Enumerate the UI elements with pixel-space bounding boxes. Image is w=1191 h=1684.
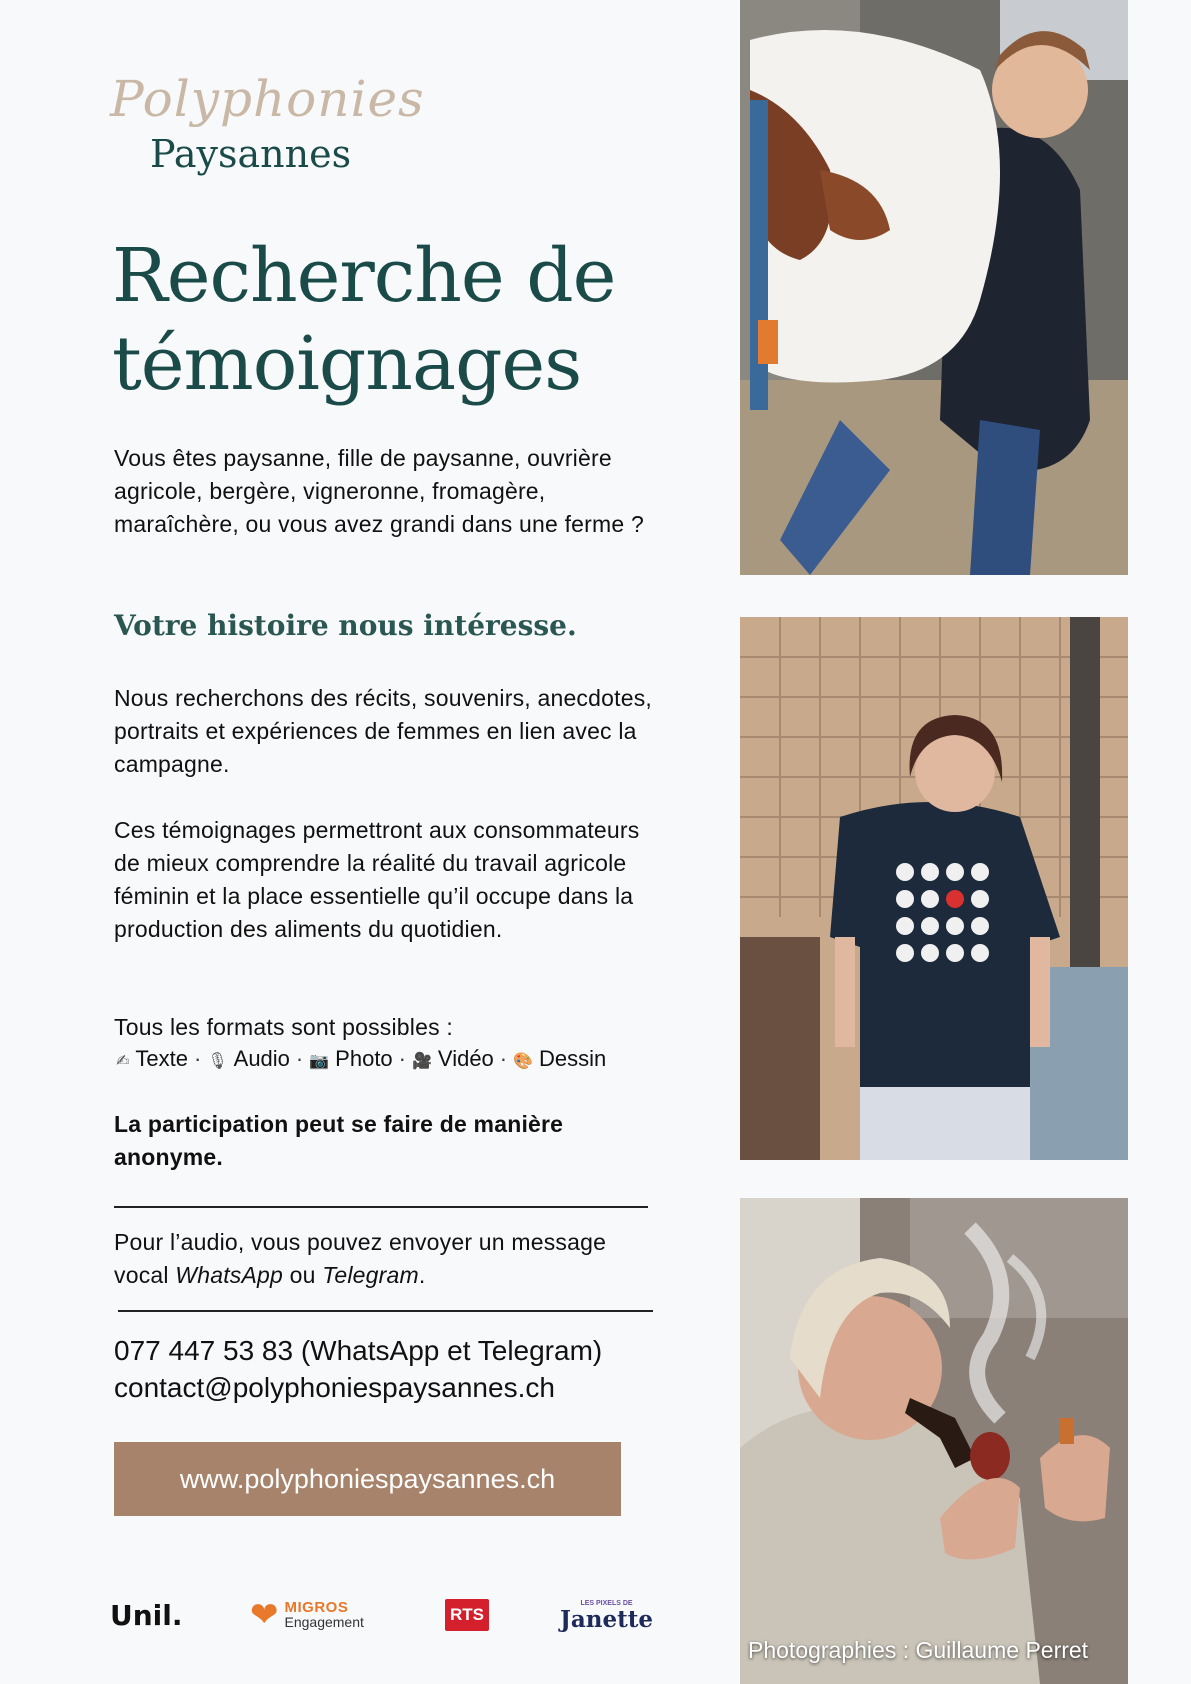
logo-script-text: Polyphonies	[110, 70, 425, 128]
heart-icon: ❤	[250, 1596, 279, 1634]
paragraph-purpose: Ces témoignages permettront aux consommateurs de mieux comprendre la réalité du travail agricole féminin et la place essentielle qu’il occupe dans la production des aliments du quotidien.	[114, 817, 640, 942]
photo-woman-with-pipe	[740, 1198, 1128, 1684]
separator: ·	[295, 1046, 304, 1071]
format-item-audio	[207, 1043, 290, 1078]
format-item-text	[116, 1043, 188, 1078]
format-label: Texte	[135, 1046, 188, 1071]
format-item-drawing	[513, 1043, 606, 1078]
photo-woman-with-pipe-image	[740, 1198, 1128, 1684]
microphone-icon: 🎙	[207, 1053, 228, 1070]
separator: ·	[398, 1046, 406, 1071]
rts-logo	[445, 1590, 489, 1640]
photo-woman-with-cow	[740, 0, 1128, 575]
separator: ·	[194, 1046, 202, 1071]
partner-logos	[110, 1590, 670, 1640]
migros-logo	[250, 1590, 364, 1640]
audio-note	[114, 1226, 659, 1292]
phone-number[interactable]: 077 447 53 83 (WhatsApp et Telegram)	[114, 1335, 603, 1366]
camera-icon: 📷	[309, 1053, 330, 1070]
website-button[interactable]: www.polyphoniespaysannes.ch	[114, 1442, 621, 1516]
migros-wordmark	[285, 1600, 364, 1630]
format-label: Photo	[335, 1046, 393, 1071]
janette-small-text: LES PIXELS DE	[580, 1599, 633, 1607]
formats-label: Tous les formats sont possibles :	[114, 1014, 453, 1040]
janette-logo	[560, 1590, 653, 1640]
logo-brand-text: Paysannes	[150, 132, 352, 176]
audio-note-prefix: Pour l’audio, vous pouvez envoyer un message vocal	[114, 1229, 607, 1288]
migros-text: MIGROS	[284, 1599, 349, 1616]
page-title	[112, 232, 672, 408]
divider	[114, 1206, 648, 1208]
format-label: Vidéo	[437, 1046, 494, 1071]
title-line-2: témoignages	[112, 321, 582, 407]
contact-block	[114, 1332, 674, 1406]
photo-woman-in-kitchen	[740, 617, 1128, 1160]
photo-woman-with-cow-image	[740, 0, 1128, 575]
divider	[118, 1310, 653, 1312]
unil-logo	[110, 1590, 183, 1640]
subheading: Votre histoire nous intéresse.	[114, 609, 577, 642]
whatsapp-name: WhatsApp	[175, 1262, 284, 1288]
format-label: Dessin	[539, 1046, 607, 1071]
video-camera-icon: 🎥	[412, 1053, 432, 1070]
palette-icon: 🎨	[513, 1053, 534, 1070]
janette-text: Janette	[560, 1605, 654, 1633]
audio-note-middle: ou	[283, 1262, 323, 1288]
formats-list	[116, 1043, 676, 1078]
rts-text: RTS	[445, 1599, 489, 1631]
audio-note-suffix: .	[418, 1262, 426, 1288]
format-item-photo	[309, 1043, 392, 1078]
format-item-video	[412, 1043, 494, 1078]
brand-logo	[110, 70, 430, 180]
separator: ·	[499, 1046, 508, 1071]
photo-woman-in-kitchen-image	[740, 617, 1128, 1160]
janette-wordmark	[560, 1599, 653, 1632]
writing-hand-icon: ✍	[116, 1053, 130, 1070]
format-label: Audio	[233, 1046, 290, 1071]
email-address[interactable]: contact@polyphoniespaysannes.ch	[114, 1372, 555, 1403]
title-line-1: Recherche de	[112, 233, 616, 319]
intro-paragraph: Vous êtes paysanne, fille de paysanne, ouvrière agricole, bergère, vigneronne, fromagère, maraîchère, ou vous avez grandi dans une ferme ?	[114, 445, 644, 537]
anonymous-note: La participation peut se faire de manière anonyme.	[114, 1111, 564, 1170]
engagement-text: Engagement	[284, 1614, 364, 1630]
paragraph-research: Nous recherchons des récits, souvenirs, anecdotes, portraits et expériences de femmes en lien avec la campagne.	[114, 685, 652, 777]
unil-text: Unil.	[110, 1598, 183, 1632]
photo-credit: Photographies : Guillaume Perret	[748, 1637, 1089, 1663]
telegram-name: Telegram	[322, 1262, 419, 1288]
